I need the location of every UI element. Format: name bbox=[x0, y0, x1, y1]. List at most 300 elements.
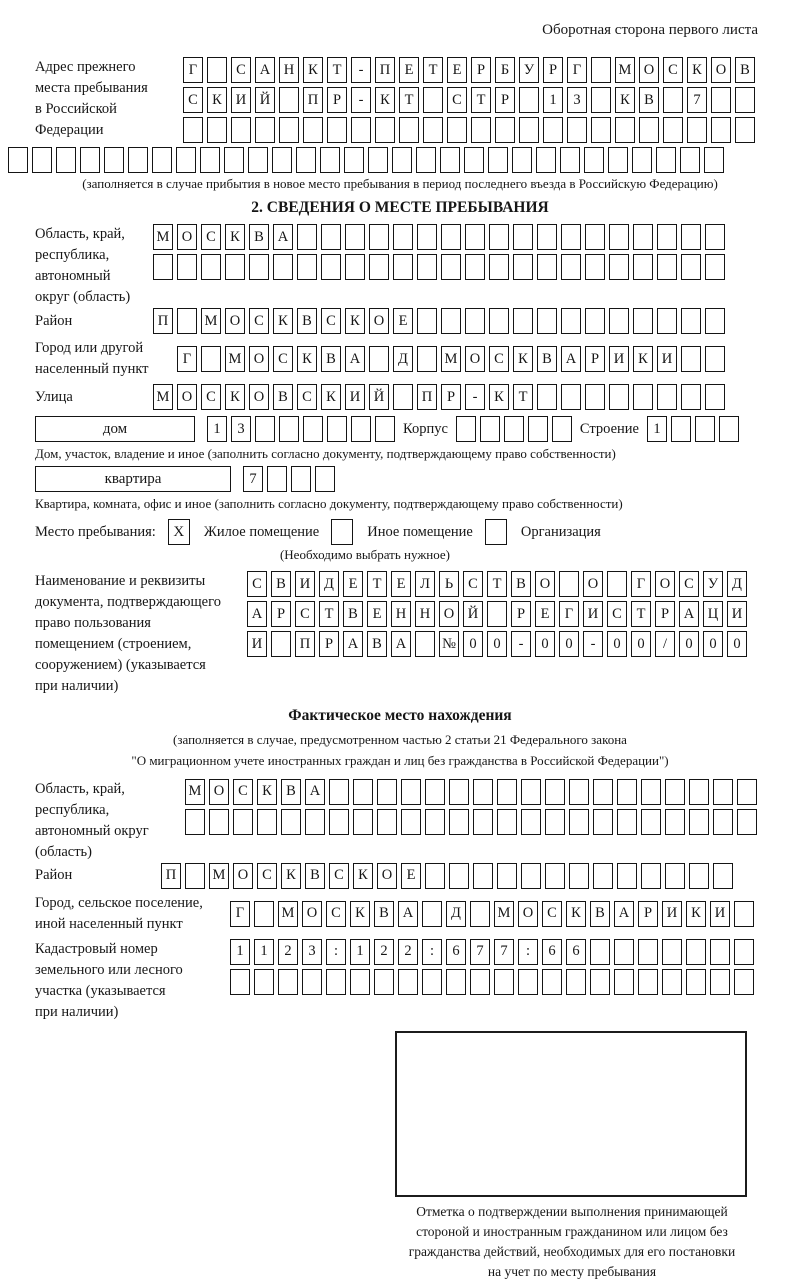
char-cell: С bbox=[607, 601, 627, 627]
char-cell bbox=[705, 308, 725, 334]
char-cell bbox=[609, 224, 629, 250]
char-cell: Р bbox=[495, 87, 515, 113]
char-cell: В bbox=[249, 224, 269, 250]
char-cell: В bbox=[321, 346, 341, 372]
char-cell bbox=[224, 147, 244, 173]
char-cell: : bbox=[422, 939, 442, 965]
caption-line: гражданства действий, необходимых для его постановки bbox=[408, 1244, 736, 1260]
s2-raion-row bbox=[153, 308, 725, 334]
char-cell: А bbox=[679, 601, 699, 627]
char-cell: О bbox=[655, 571, 675, 597]
s3-oblast-label bbox=[35, 779, 185, 863]
char-cell: М bbox=[153, 384, 173, 410]
char-cell: Т bbox=[367, 571, 387, 597]
char-cell bbox=[249, 254, 269, 280]
char-cell: К bbox=[633, 346, 653, 372]
char-cell: 0 bbox=[631, 631, 651, 657]
caption-line: стороной и иностранным гражданином или лицом без bbox=[416, 1223, 728, 1239]
label-line: (область) bbox=[35, 843, 92, 860]
char-cell bbox=[561, 384, 581, 410]
char-cell bbox=[417, 346, 437, 372]
char-cell bbox=[209, 809, 229, 835]
char-cell bbox=[56, 147, 76, 173]
char-cell: Ц bbox=[703, 601, 723, 627]
char-cell bbox=[377, 779, 397, 805]
char-cell bbox=[297, 224, 317, 250]
char-cell bbox=[278, 969, 298, 995]
char-cell: В bbox=[537, 346, 557, 372]
char-cell: В bbox=[590, 901, 610, 927]
char-cell: Т bbox=[399, 87, 419, 113]
char-cell: О bbox=[209, 779, 229, 805]
char-cell: Р bbox=[319, 631, 339, 657]
char-cell bbox=[561, 224, 581, 250]
char-cell: / bbox=[655, 631, 675, 657]
char-cell: О bbox=[518, 901, 538, 927]
char-cell bbox=[615, 117, 635, 143]
note-line: "О миграционном учете иностранных граждан и лиц без гражданства в Российской Федерации") bbox=[131, 752, 669, 768]
char-cell bbox=[255, 416, 275, 442]
char-cell: Т bbox=[319, 601, 339, 627]
char-cell bbox=[440, 147, 460, 173]
s3-gorod-field bbox=[35, 893, 800, 935]
house-number-row bbox=[207, 416, 395, 442]
s3-gorod-label bbox=[35, 893, 230, 935]
char-cell bbox=[368, 147, 388, 173]
char-cell: 7 bbox=[687, 87, 707, 113]
char-cell: П bbox=[375, 57, 395, 83]
char-cell bbox=[377, 809, 397, 835]
char-cell: 0 bbox=[703, 631, 723, 657]
char-cell bbox=[662, 939, 682, 965]
char-cell bbox=[351, 416, 371, 442]
char-cell bbox=[665, 863, 685, 889]
char-cell: У bbox=[519, 57, 539, 83]
char-cell bbox=[614, 939, 634, 965]
char-cell bbox=[494, 969, 514, 995]
char-cell: К bbox=[687, 57, 707, 83]
label-line: Город, сельское поселение, bbox=[35, 894, 203, 911]
char-cell bbox=[656, 147, 676, 173]
char-cell: К bbox=[225, 384, 245, 410]
s2-ulitsa-row bbox=[153, 384, 725, 410]
char-cell: К bbox=[345, 308, 365, 334]
label-line: участка (указывается bbox=[35, 982, 166, 999]
char-cell bbox=[657, 308, 677, 334]
char-cell bbox=[32, 147, 52, 173]
s2-apartment-field bbox=[35, 466, 800, 492]
char-cell bbox=[488, 147, 508, 173]
char-cell: С bbox=[326, 901, 346, 927]
char-cell bbox=[128, 147, 148, 173]
char-cell bbox=[521, 809, 541, 835]
char-cell bbox=[591, 57, 611, 83]
page-side-note: Оборотная сторона первого листа bbox=[542, 22, 758, 38]
char-cell: С bbox=[329, 863, 349, 889]
char-cell bbox=[441, 308, 461, 334]
char-cell: 6 bbox=[446, 939, 466, 965]
ownership-doc-field bbox=[35, 571, 800, 697]
char-cell: Н bbox=[391, 601, 411, 627]
s3-oblast-row-2 bbox=[185, 809, 757, 835]
char-cell: 0 bbox=[487, 631, 507, 657]
char-cell bbox=[415, 631, 435, 657]
char-cell: 0 bbox=[559, 631, 579, 657]
label-line: при наличии) bbox=[35, 678, 119, 694]
char-cell bbox=[281, 809, 301, 835]
char-cell bbox=[607, 571, 627, 597]
char-cell bbox=[399, 117, 419, 143]
char-cell: В bbox=[305, 863, 325, 889]
char-cell bbox=[590, 969, 610, 995]
char-cell: К bbox=[273, 308, 293, 334]
char-cell: 1 bbox=[350, 939, 370, 965]
char-cell bbox=[632, 147, 652, 173]
char-cell: 2 bbox=[278, 939, 298, 965]
char-cell bbox=[671, 416, 691, 442]
char-cell bbox=[465, 308, 485, 334]
char-cell bbox=[489, 308, 509, 334]
char-cell bbox=[734, 969, 754, 995]
char-cell: П bbox=[153, 308, 173, 334]
char-cell bbox=[201, 254, 221, 280]
char-cell bbox=[569, 779, 589, 805]
cadastral-grid bbox=[230, 939, 754, 999]
char-cell: А bbox=[614, 901, 634, 927]
char-cell: В bbox=[735, 57, 755, 83]
char-cell: - bbox=[511, 631, 531, 657]
char-cell bbox=[279, 117, 299, 143]
char-cell bbox=[689, 809, 709, 835]
char-cell: Г bbox=[559, 601, 579, 627]
prev-address-row-4 bbox=[8, 147, 800, 173]
char-cell: Г bbox=[177, 346, 197, 372]
char-cell bbox=[680, 147, 700, 173]
char-cell: Р bbox=[441, 384, 461, 410]
s2-house-field bbox=[35, 416, 800, 442]
char-cell bbox=[560, 147, 580, 173]
char-cell bbox=[713, 779, 733, 805]
char-cell bbox=[255, 117, 275, 143]
char-cell bbox=[254, 901, 274, 927]
char-cell bbox=[641, 863, 661, 889]
char-cell: С bbox=[249, 308, 269, 334]
prev-address-row-1 bbox=[183, 57, 755, 83]
char-cell bbox=[528, 416, 548, 442]
char-cell bbox=[735, 117, 755, 143]
char-cell bbox=[734, 939, 754, 965]
char-cell bbox=[591, 87, 611, 113]
char-cell: Е bbox=[343, 571, 363, 597]
char-cell bbox=[609, 308, 629, 334]
char-cell: 1 bbox=[543, 87, 563, 113]
label-line: земельного или лесного bbox=[35, 961, 183, 978]
caption-line: Отметка о подтверждении выполнения принимающей bbox=[416, 1203, 728, 1219]
char-cell bbox=[231, 117, 251, 143]
char-cell bbox=[369, 346, 389, 372]
prev-address-label bbox=[35, 57, 183, 141]
label-line: республика, bbox=[35, 247, 110, 263]
char-cell bbox=[464, 147, 484, 173]
char-cell: Г bbox=[567, 57, 587, 83]
char-cell bbox=[422, 969, 442, 995]
label-line: право пользования bbox=[35, 615, 151, 631]
char-cell bbox=[327, 416, 347, 442]
char-cell bbox=[591, 117, 611, 143]
char-cell bbox=[248, 147, 268, 173]
char-cell: Н bbox=[415, 601, 435, 627]
char-cell: А bbox=[255, 57, 275, 83]
char-cell bbox=[449, 863, 469, 889]
char-cell bbox=[480, 416, 500, 442]
char-cell bbox=[641, 779, 661, 805]
char-cell bbox=[489, 254, 509, 280]
korpus-label: Корпус bbox=[403, 420, 448, 437]
char-cell bbox=[369, 254, 389, 280]
char-cell: Ь bbox=[439, 571, 459, 597]
char-cell: Р bbox=[327, 87, 347, 113]
char-cell bbox=[177, 308, 197, 334]
char-cell bbox=[638, 969, 658, 995]
char-cell bbox=[344, 147, 364, 173]
char-cell bbox=[104, 147, 124, 173]
char-cell: К bbox=[257, 779, 277, 805]
char-cell: Д bbox=[727, 571, 747, 597]
char-cell bbox=[446, 969, 466, 995]
char-cell bbox=[272, 147, 292, 173]
char-cell: С bbox=[201, 224, 221, 250]
char-cell: И bbox=[657, 346, 677, 372]
char-cell: 6 bbox=[542, 939, 562, 965]
char-cell bbox=[321, 224, 341, 250]
ownership-doc-label bbox=[35, 571, 247, 697]
char-cell bbox=[441, 224, 461, 250]
s2-ulitsa-label: Улица bbox=[35, 388, 73, 405]
stroenie-row bbox=[647, 416, 739, 442]
char-cell bbox=[585, 308, 605, 334]
char-cell bbox=[519, 87, 539, 113]
char-cell: А bbox=[273, 224, 293, 250]
char-cell bbox=[375, 416, 395, 442]
char-cell: Р bbox=[585, 346, 605, 372]
char-cell: 3 bbox=[231, 416, 251, 442]
char-cell bbox=[689, 863, 709, 889]
char-cell bbox=[422, 901, 442, 927]
char-cell: К bbox=[615, 87, 635, 113]
char-cell: В bbox=[367, 631, 387, 657]
char-cell: К bbox=[566, 901, 586, 927]
label-line: автономный округ bbox=[35, 822, 149, 839]
char-cell bbox=[663, 87, 683, 113]
char-cell: О bbox=[177, 384, 197, 410]
char-cell: В bbox=[297, 308, 317, 334]
char-cell bbox=[543, 117, 563, 143]
char-cell: 0 bbox=[727, 631, 747, 657]
char-cell bbox=[519, 117, 539, 143]
char-cell bbox=[545, 863, 565, 889]
char-cell bbox=[456, 416, 476, 442]
char-cell: В bbox=[511, 571, 531, 597]
label-line: Город или другой bbox=[35, 340, 144, 356]
char-cell: О bbox=[377, 863, 397, 889]
char-cell: О bbox=[639, 57, 659, 83]
section3-heading: Фактическое место нахождения bbox=[288, 707, 512, 724]
option-organization-label: Организация bbox=[520, 523, 601, 540]
char-cell bbox=[425, 779, 445, 805]
char-cell bbox=[638, 939, 658, 965]
char-cell bbox=[665, 779, 685, 805]
char-cell: Д bbox=[393, 346, 413, 372]
char-cell bbox=[296, 147, 316, 173]
char-cell bbox=[417, 224, 437, 250]
char-cell bbox=[393, 224, 413, 250]
char-cell: О bbox=[302, 901, 322, 927]
char-cell bbox=[315, 466, 335, 492]
char-cell bbox=[713, 863, 733, 889]
char-cell bbox=[465, 254, 485, 280]
char-cell bbox=[423, 87, 443, 113]
char-cell: Т bbox=[487, 571, 507, 597]
char-cell bbox=[552, 416, 572, 442]
prev-address-note: (заполняется в случае прибытия в новое место пребывания в период последнего въезда в Российскую Федерацию) bbox=[82, 176, 718, 191]
ownership-doc-row-1 bbox=[247, 571, 747, 597]
char-cell: И bbox=[727, 601, 747, 627]
char-cell: О bbox=[233, 863, 253, 889]
char-cell bbox=[495, 117, 515, 143]
section3-note bbox=[0, 730, 800, 772]
char-cell bbox=[710, 969, 730, 995]
char-cell: С bbox=[231, 57, 251, 83]
char-cell bbox=[401, 809, 421, 835]
char-cell bbox=[417, 308, 437, 334]
char-cell bbox=[271, 631, 291, 657]
char-cell bbox=[713, 809, 733, 835]
char-cell bbox=[609, 254, 629, 280]
char-cell: М bbox=[185, 779, 205, 805]
char-cell bbox=[320, 147, 340, 173]
char-cell bbox=[735, 87, 755, 113]
char-cell bbox=[665, 809, 685, 835]
char-cell: И bbox=[609, 346, 629, 372]
char-cell bbox=[353, 809, 373, 835]
char-cell bbox=[416, 147, 436, 173]
char-cell bbox=[473, 779, 493, 805]
char-cell: Г bbox=[631, 571, 651, 597]
char-cell bbox=[329, 809, 349, 835]
char-cell bbox=[686, 939, 706, 965]
char-cell bbox=[230, 969, 250, 995]
char-cell bbox=[80, 147, 100, 173]
char-cell bbox=[350, 969, 370, 995]
char-cell: Т bbox=[327, 57, 347, 83]
char-cell bbox=[561, 308, 581, 334]
char-cell bbox=[441, 254, 461, 280]
cadastral-label bbox=[35, 939, 230, 1023]
char-cell bbox=[374, 969, 394, 995]
s3-oblast-field bbox=[35, 779, 800, 863]
char-cell: С bbox=[321, 308, 341, 334]
char-cell bbox=[351, 117, 371, 143]
char-cell: 1 bbox=[207, 416, 227, 442]
char-cell bbox=[737, 779, 757, 805]
char-cell bbox=[497, 863, 517, 889]
char-cell: Р bbox=[271, 601, 291, 627]
label-line: Наименование и реквизиты bbox=[35, 573, 206, 589]
char-cell: Н bbox=[279, 57, 299, 83]
char-cell: У bbox=[703, 571, 723, 597]
char-cell: Е bbox=[391, 571, 411, 597]
char-cell: К bbox=[207, 87, 227, 113]
s3-raion-label: Район bbox=[35, 867, 73, 884]
char-cell: Р bbox=[638, 901, 658, 927]
char-cell: К bbox=[353, 863, 373, 889]
char-cell bbox=[375, 117, 395, 143]
char-cell bbox=[327, 117, 347, 143]
prev-address-section bbox=[35, 57, 800, 147]
char-cell bbox=[537, 308, 557, 334]
char-cell: В bbox=[343, 601, 363, 627]
char-cell: И bbox=[295, 571, 315, 597]
char-cell: - bbox=[351, 57, 371, 83]
char-cell: С bbox=[542, 901, 562, 927]
s2-gorod-label bbox=[35, 338, 177, 380]
char-cell bbox=[185, 863, 205, 889]
char-cell bbox=[302, 969, 322, 995]
s2-oblast-row-1 bbox=[153, 224, 725, 250]
confirmation-stamp-box bbox=[395, 1031, 747, 1197]
char-cell: М bbox=[209, 863, 229, 889]
char-cell: А bbox=[305, 779, 325, 805]
char-cell: С bbox=[663, 57, 683, 83]
char-cell: : bbox=[326, 939, 346, 965]
char-cell: И bbox=[345, 384, 365, 410]
checkbox-organization bbox=[485, 519, 507, 545]
char-cell bbox=[585, 224, 605, 250]
ownership-doc-row-2 bbox=[247, 601, 747, 627]
char-cell bbox=[617, 779, 637, 805]
char-cell bbox=[513, 308, 533, 334]
char-cell bbox=[487, 601, 507, 627]
char-cell bbox=[417, 254, 437, 280]
char-cell: 2 bbox=[374, 939, 394, 965]
char-cell: О bbox=[535, 571, 555, 597]
char-cell: Т bbox=[423, 57, 443, 83]
char-cell: М bbox=[278, 901, 298, 927]
char-cell bbox=[401, 779, 421, 805]
s3-raion-field bbox=[35, 863, 800, 889]
char-cell bbox=[183, 117, 203, 143]
char-cell bbox=[513, 254, 533, 280]
char-cell: 0 bbox=[463, 631, 483, 657]
char-cell: Р bbox=[511, 601, 531, 627]
stamp-caption bbox=[372, 1202, 772, 1283]
label-line: сооружением) (указывается bbox=[35, 657, 206, 673]
char-cell: Й bbox=[255, 87, 275, 113]
char-cell bbox=[536, 147, 556, 173]
char-cell: О bbox=[711, 57, 731, 83]
char-cell bbox=[537, 224, 557, 250]
char-cell bbox=[686, 969, 706, 995]
char-cell bbox=[609, 384, 629, 410]
char-cell: К bbox=[375, 87, 395, 113]
char-cell: С bbox=[233, 779, 253, 805]
char-cell bbox=[608, 147, 628, 173]
char-cell bbox=[176, 147, 196, 173]
char-cell bbox=[687, 117, 707, 143]
char-cell bbox=[681, 346, 701, 372]
label-line: Область, край, bbox=[35, 780, 125, 797]
char-cell: 7 bbox=[470, 939, 490, 965]
